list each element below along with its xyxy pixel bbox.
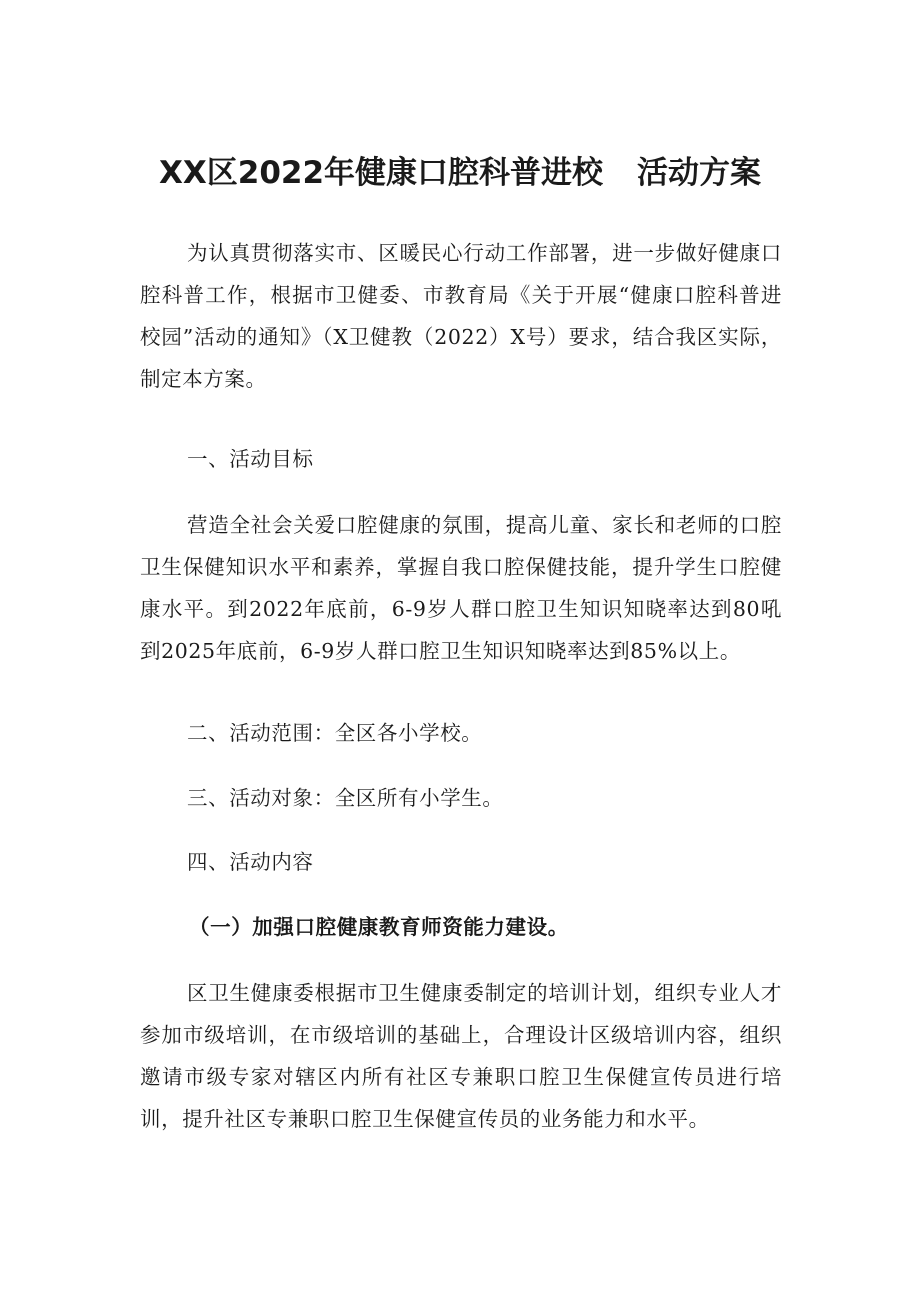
section-heading-goals: 一、活动目标: [187, 447, 314, 471]
section-heading-targets: 三、活动对象：全区所有小学生。: [187, 786, 504, 810]
subsection-heading-training: （一）加强口腔健康教育师资能力建设。: [189, 915, 569, 939]
section-heading-content: 四、活动内容: [187, 850, 314, 874]
title-suffix: 活动方案: [637, 154, 762, 191]
training-paragraph: 区卫生健康委根据市卫生健康委制定的培训计划，组织专业人才参加市级培训，在市级培训的基础上，合理设计区级培训内容，组织邀请市级专家对辖区内所有社区专兼职口腔卫生保健宣传员进行培训，提升社区专兼职口腔卫生保健宣传员的业务能力和水平。: [140, 981, 782, 1131]
intro-paragraph: 为认真贯彻落实市、区暖民心行动工作部署，进一步做好健康口腔科普工作，根据市卫健委、市教育局《关于开展“健康口腔科普进校园”活动的通知》（X卫健教（2022）X号）要求，结合我区实际，制定本方案。: [140, 241, 782, 391]
document-title: [0, 149, 920, 197]
title-main: XX区2022年健康口腔科普进校: [158, 154, 604, 191]
section-heading-scope: 二、活动范围：全区各小学校。: [187, 721, 483, 745]
goals-paragraph: 营造全社会关爱口腔健康的氛围，提高儿童、家长和老师的口腔卫生保健知识水平和素养，掌握自我口腔保健技能，提升学生口腔健康水平。到2022年底前，6-9岁人群口腔卫生知识知晓率达到80吼到2025年底前，6-9岁人群口腔卫生知识知晓率达到85%以上。: [140, 513, 782, 663]
